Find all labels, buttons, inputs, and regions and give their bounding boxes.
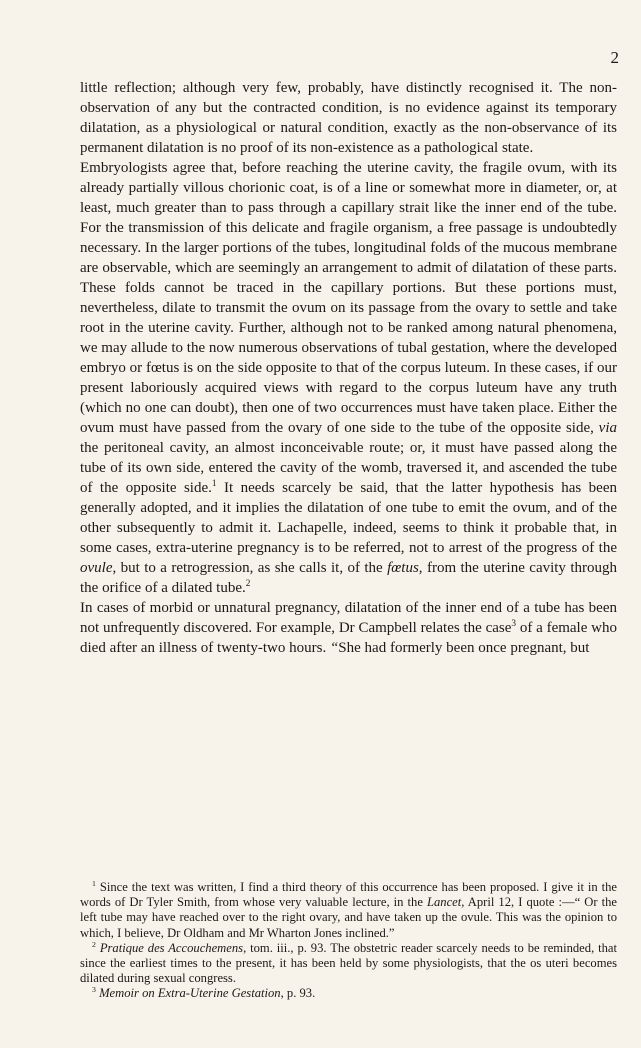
- text-run: the peritoneal cavity, an almost inconceivable route; or, it must have passed along the tube of its own side, entered the cavity of the womb, traversed it, and ascended the tube of the opposite side.: [80, 440, 617, 496]
- italic-text: “: [329, 640, 339, 656]
- text-run: , tom. iii., p. 93. The obstetric reader scarcely needs to be reminded, that since the earliest times to the present, it has been held by some physiologists, that the os uteri becomes dilated during sexual congress.: [80, 940, 617, 986]
- paragraph: [80, 598, 617, 658]
- footnote: [80, 941, 617, 987]
- text-run: It needs scarcely be said, that the latter hypothesis has been generally adopted, and it implies the dilatation of one tube to emit the ovum, and of the other subsequently to admit it. Lachapelle, indeed, seems to think it probable that, in some cases, extra-uterine pregnancy is to be referred, not to arrest of the progress of the: [80, 480, 617, 556]
- text-run: She had formerly been once pregnant, but: [338, 640, 590, 656]
- footnote: [80, 986, 617, 1001]
- text-run: In cases of morbid or unnatural pregnancy, dilatation of the inner end of a tube has been not unfrequently discovered. For example, Dr Campbell relates the case: [80, 600, 617, 636]
- italic-text: fœtus: [387, 560, 419, 576]
- text-run: of a female who died after an illness of twenty-two hours.: [80, 620, 618, 656]
- text-run: , p. 93.: [280, 986, 316, 1001]
- italic-text: via: [598, 420, 617, 436]
- italic-text: Pratique des Accouchemens: [99, 940, 244, 955]
- page-number: 2: [610, 48, 619, 67]
- footnote: [80, 880, 617, 941]
- text-run: , but to a retrogression, as she calls it, of the: [112, 560, 388, 576]
- italic-text: ovule: [80, 560, 113, 576]
- footnote-marker: 2: [245, 579, 251, 589]
- footnote-marker: 1: [211, 479, 217, 489]
- paragraph: [80, 158, 617, 598]
- footnotes: [80, 880, 617, 1002]
- text-run: , April 12, I quote :—“ Or the left tube may have reached over to the right ovary, and have taken up the ovule. This was the opinion to which, I believe, Dr Oldham and Mr Wharton Jones inclined.”: [80, 895, 617, 940]
- footnote-marker: 1: [92, 878, 96, 888]
- footnote-marker: 3: [511, 619, 517, 629]
- text-run: , from the uterine cavity through the orifice of a dilated tube.: [80, 560, 617, 596]
- italic-text: Lancet: [426, 895, 462, 910]
- text-run: Embryologists agree that, before reaching the uterine cavity, the fragile ovum, with its already partially villous chorionic coat, is of a line or somewhat more in diameter, or, at least, much greater than to pass through a capillary strait like the inner end of the tube. For the transmission of this delicate and fragile organism, a free passage is undoubtedly necessary. In the larger portions of the tubes, longitudinal folds of the mucous membrane are observable, which are seemingly an arrangement to admit of dilatation of these parts. These folds cannot be traced in the capillary portions. But these portions must, nevertheless, dilate to transmit the ovum on its passage from the ovary to settle and take root in the uterine cavity. Further, although not to be ranked among natural phenomena, we may allude to the now numerous observations of tubal gestation, where the developed embryo or fœtus is on the side opposite to that of the corpus luteum. In these cases, if our present laboriously acquired views with regard to the corpus luteum have any truth (which no one can doubt), then one of two occurrences must have taken place. Either the ovum must have passed from the ovary of one side to the tube of the opposite side,: [80, 160, 617, 436]
- main-text: [80, 78, 617, 658]
- footnote-marker: 2: [92, 939, 96, 949]
- text-run: little reflection; although very few, probably, have distinctly recognised it. The non-observation of any but the contracted condition, is no evidence against its temporary dilatation, as a physiological or natural condition, exactly as the non-observance of its permanent dilatation is no proof of its non-existence as a pathological state.: [80, 80, 617, 156]
- italic-text: Memoir on Extra-Uterine Gestation: [99, 986, 281, 1001]
- paragraph: [80, 78, 617, 158]
- footnote-marker: 3: [92, 985, 96, 995]
- text-run: Since the text was written, I find a third theory of this occurrence has been proposed. I give it in the words of Dr Tyler Smith, from whose very valuable lecture, in the: [80, 880, 617, 910]
